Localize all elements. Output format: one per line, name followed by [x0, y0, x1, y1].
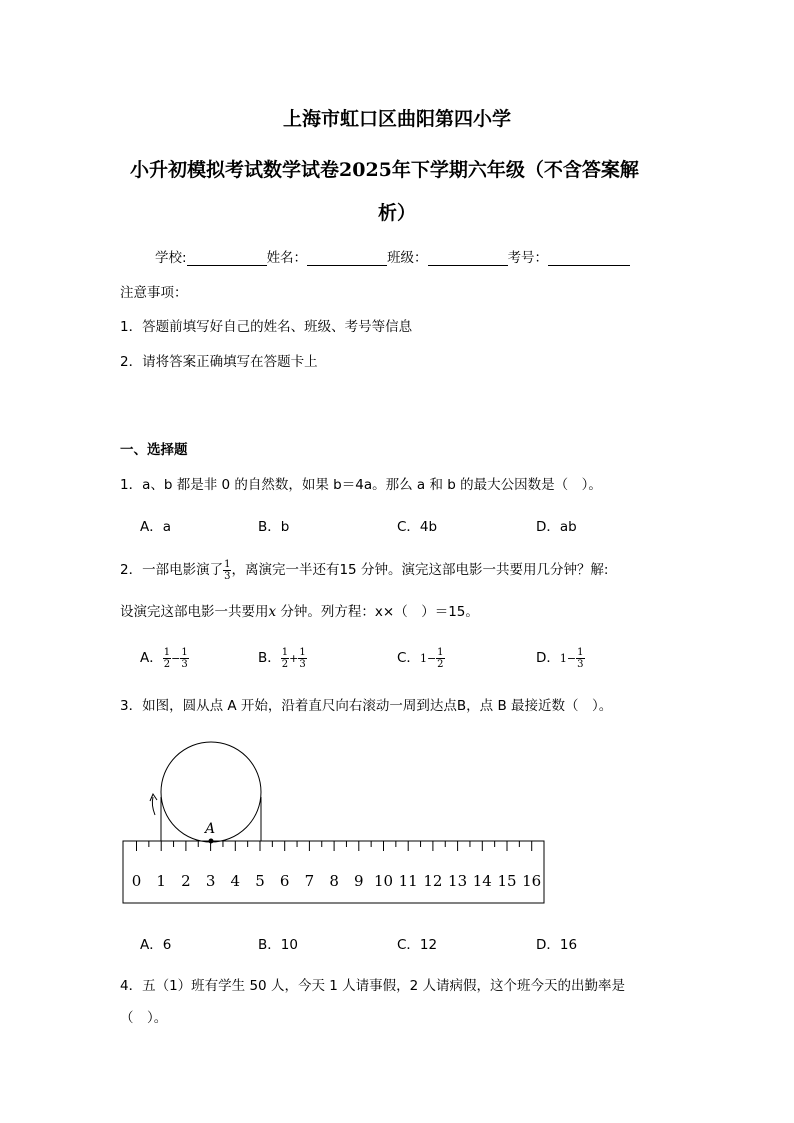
info-line — [155, 246, 630, 266]
q2-text-part2: ，离演完一半还有15 分钟。演完这部电影一共要用几分钟？解: — [231, 562, 609, 578]
rolling-circle-figure — [115, 735, 555, 910]
ruler-number: 13 — [448, 872, 468, 890]
section-heading: 一、选择题 — [120, 442, 188, 458]
q1-option-d[interactable]: D．ab — [536, 519, 577, 535]
question-4-line-1: 4．五（1）班有学生 50 人，今天 1 人请事假，2 人请病假，这个班今天的出勤率是 — [120, 978, 625, 994]
ruler-number: 5 — [255, 872, 265, 890]
rotation-arrow-icon — [152, 797, 155, 815]
q2-option-a[interactable]: A． $\frac{1}{2}$ − $\frac{1}{3}$ — [140, 646, 188, 670]
question-3-text: 3．如图，圆从点 A 开始，沿着直尺向右滚动一周到达点B，点 B 最接近数（ ）。 — [120, 698, 613, 714]
question-2-line-2: 设演完这部电影一共要用x 分钟。列方程：x×（ ）＝15。 — [120, 604, 479, 620]
point-a-label: A — [205, 821, 216, 837]
q2-option-d[interactable]: D．1− $\frac{1}{3}$ — [536, 646, 584, 670]
ruler-number: 14 — [472, 872, 492, 890]
q2-fraction: $\frac{1}{3}$ — [224, 558, 231, 582]
school-blank[interactable] — [187, 251, 267, 266]
q2-option-b[interactable]: B． $\frac{1}{2}$ + $\frac{1}{3}$ — [258, 646, 306, 670]
ruler-number: 11 — [398, 872, 418, 890]
q3-option-b[interactable]: B．10 — [258, 937, 298, 953]
ruler-number: 4 — [230, 872, 241, 890]
notice-heading: 注意事项： — [120, 285, 188, 301]
exam-title: 小升初模拟考试数学试卷2025年下学期六年级（不含答案解 — [130, 159, 639, 181]
ruler-number: 2 — [181, 872, 191, 890]
ruler-number: 8 — [329, 872, 339, 890]
ruler-number: 7 — [304, 872, 315, 890]
ruler-number: 9 — [354, 872, 364, 890]
ruler-number: 6 — [279, 872, 290, 890]
question-4-line-2: （ ）。 — [120, 1010, 168, 1026]
name-label: 姓名： — [266, 250, 308, 266]
notice-item-1: 1．答题前填写好自己的姓名、班级、考号等信息 — [120, 319, 413, 335]
ruler-marks — [132, 841, 542, 890]
q1-option-c[interactable]: C．4b — [397, 519, 438, 535]
q2-option-c[interactable]: C．1− $\frac{1}{2}$ — [397, 646, 444, 670]
number-blank[interactable] — [548, 251, 630, 266]
class-blank[interactable] — [428, 251, 508, 266]
notice-item-2: 2．请将答案正确填写在答题卡上 — [120, 354, 318, 370]
q3-option-a[interactable]: A．6 — [140, 937, 172, 953]
ruler-number: 3 — [205, 872, 216, 890]
q3-option-c[interactable]: C．12 — [397, 937, 438, 953]
question-1-text: 1．a、b 都是非 0 的自然数，如果 b＝4a。那么 a 和 b 的最大公因数是（ ）。 — [120, 477, 602, 493]
q1-option-a[interactable]: A．a — [140, 519, 172, 535]
number-label: 考号： — [507, 250, 549, 266]
ruler-number: 16 — [522, 872, 542, 890]
ruler-number: 15 — [497, 872, 517, 890]
question-2-line-1 — [120, 558, 609, 582]
q1-option-b[interactable]: B．b — [258, 519, 290, 535]
ruler-number: 10 — [373, 872, 394, 890]
school-label: 学校: — [155, 250, 187, 266]
ruler-number: 1 — [156, 872, 166, 890]
ruler-number: 0 — [131, 872, 142, 890]
name-blank[interactable] — [307, 251, 387, 266]
q2-text-part1: 2．一部电影演了 — [120, 562, 224, 578]
ruler-number: 12 — [423, 872, 443, 890]
school-title: 上海市虹口区曲阳第四小学 — [282, 108, 511, 130]
q3-option-d[interactable]: D．16 — [536, 937, 578, 953]
exam-title-continued: 析） — [378, 202, 417, 224]
class-label: 班级： — [387, 250, 428, 266]
q2-variable: x — [268, 604, 277, 620]
